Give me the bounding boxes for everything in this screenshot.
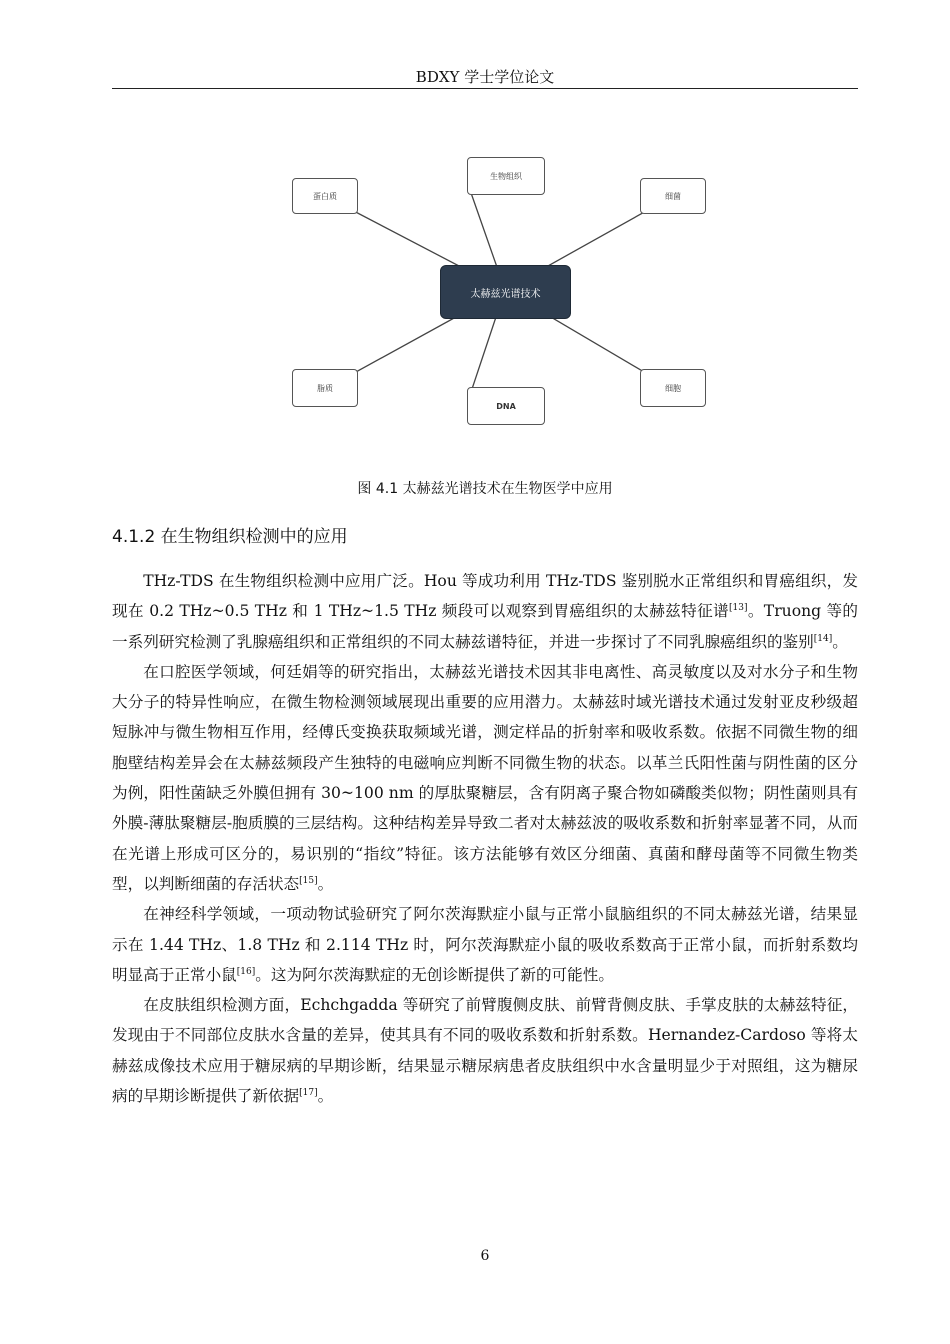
citation-ref: [14] [813, 633, 833, 644]
paragraph-text: 。Truong 等的一系列研究检测了乳腺癌组织和正常组织的不同太赫兹谱特征，并进一步探讨了不同乳腺癌组织的鉴别 [112, 602, 858, 651]
section-heading: 4.1.2 在生物组织检测中的应用 [112, 527, 348, 547]
paragraph-text: 在神经科学领域，一项动物试验研究了阿尔茨海默症小鼠与正常小鼠脑组织的不同太赫兹光谱，结果显示在 1.44 THz、1.8 THz 和 2.114 THz 时，阿尔茨海默症小鼠的吸收系数高于正常小鼠，而折射系数均明显高于正常小鼠 [112, 905, 858, 984]
paragraph-4 [112, 990, 858, 1111]
running-header: BDXY 学士学位论文 [415, 68, 555, 86]
paragraph-2 [112, 657, 858, 899]
node-lipid: 脂质 [292, 369, 358, 407]
node-cell: 细胞 [640, 369, 706, 407]
paragraph-text: 在口腔医学领域，何廷娟等的研究指出，太赫兹光谱技术因其非电离性、高灵敏度以及对水分子和生物大分子的特异性响应，在微生物检测领域展现出重要的应用潜力。太赫兹时域光谱技术通过发射亚皮秒级超短脉冲与微生物相互作用，经傅氏变换获取频域光谱，测定样品的折射率和吸收系数。依据不同微生物的细胞壁结构差异会在太赫兹频段产生独特的电磁响应判断不同微生物的状态。以革兰氏阳性菌与阴性菌的区分为例，阳性菌缺乏外膜但拥有 30~100 nm 的厚肽聚糖层，含有阴离子聚合物如磷酸类似物；阴性菌则具有外膜-薄肽聚糖层-胞质膜的三层结构。这种结构差异导致二者对太赫兹波的吸收系数和折射率显著不同，从而在光谱上形成可区分的，易识别的“指纹”特征。该方法能够有效区分细菌、真菌和酵母菌等不同微生物类型，以判断细菌的存活状态 [112, 662, 858, 893]
paragraph-text: 。 [317, 874, 334, 893]
body-text [112, 566, 858, 1111]
paragraph-3 [112, 899, 858, 990]
mind-map-figure [280, 148, 730, 433]
node-protein: 蛋白质 [292, 178, 358, 214]
paragraph-text: 在皮肤组织检测方面，Echchgadda 等研究了前臂腹侧皮肤、前臂背侧皮肤、手掌皮肤的太赫兹特征，发现由于不同部位皮肤水含量的差异，使其具有不同的吸收系数和折射系数。Hernandez-Cardoso 等将太赫兹成像技术应用于糖尿病的早期诊断，结果显示糖尿病患者皮肤组织中水含量明显少于对照组，这为糖尿病的早期诊断提供了新依据 [112, 996, 858, 1106]
node-tissue: 生物组织 [467, 157, 545, 195]
paragraph-1 [112, 566, 858, 657]
page-number: 6 [480, 1248, 490, 1264]
node-thz-spectroscopy: 太赫兹光谱技术 [440, 265, 571, 319]
header-rule [112, 88, 858, 89]
paragraph-text: 。 [832, 632, 848, 651]
figure-caption: 图 4.1 太赫兹光谱技术在生物医学中应用 [357, 481, 613, 497]
citation-ref: [15] [299, 875, 318, 886]
node-dna: DNA [467, 387, 545, 425]
paragraph-text: 。 [317, 1087, 334, 1106]
node-bacteria: 细菌 [640, 178, 706, 214]
paragraph-text: THz-TDS 在生物组织检测中应用广泛。Hou 等成功利用 THz-TDS 鉴别脱水正常组织和胃癌组织，发现在 0.2 THz~0.5 THz 和 1 THz~1.5 THz 频段可以观察到胃癌组织的太赫兹特征谱 [112, 572, 858, 621]
paragraph-text: 。这为阿尔茨海默症的无创诊断提供了新的可能性。 [255, 965, 614, 984]
citation-ref: [17] [299, 1088, 318, 1099]
citation-ref: [13] [729, 603, 748, 614]
citation-ref: [16] [236, 966, 256, 977]
